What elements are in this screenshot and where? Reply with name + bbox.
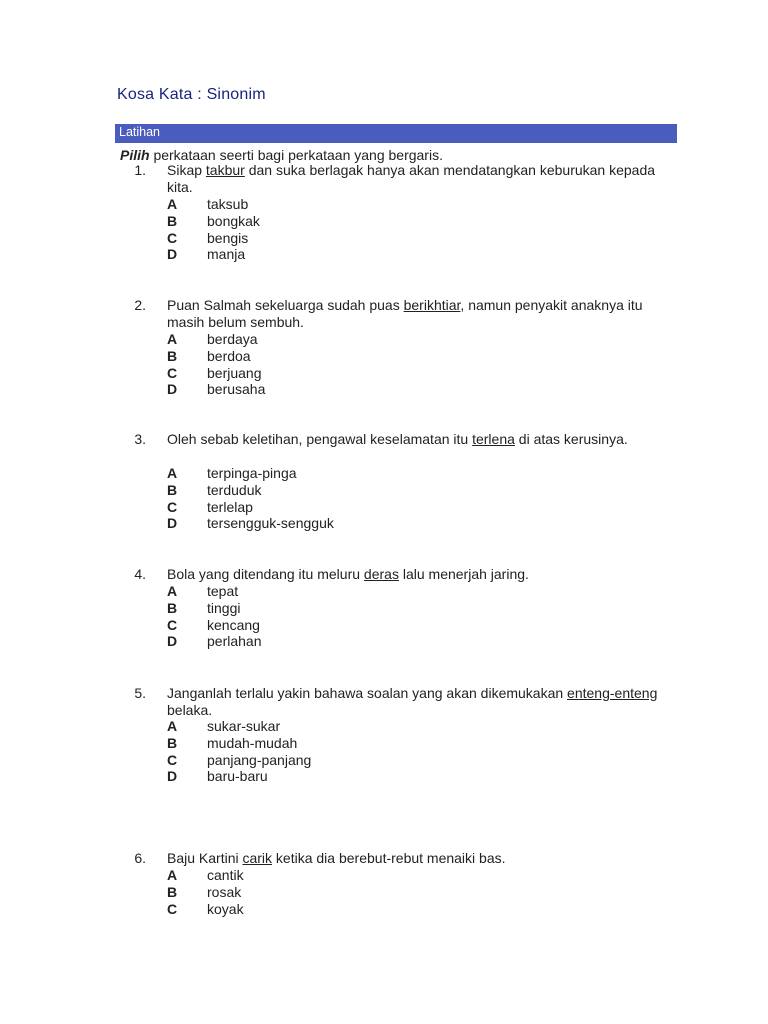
option-text: terpinga-pinga [207, 465, 297, 481]
option-letter: D [167, 246, 178, 263]
option-a[interactable] [167, 867, 467, 884]
question-number: 2. [134, 297, 146, 313]
option-letter: B [167, 212, 178, 229]
instruction [120, 147, 443, 163]
option-letter: A [167, 196, 178, 212]
option-letter: B [167, 481, 178, 498]
option-letter: A [167, 583, 178, 599]
question-stem: Bola yang ditendang itu meluru deras lalu menerjah jaring. [167, 566, 529, 582]
option-text: perlahan [207, 633, 262, 650]
option-d[interactable] [167, 768, 467, 785]
section-label: Latihan [119, 125, 161, 139]
option-b[interactable] [167, 600, 467, 617]
option-letter: C [167, 900, 178, 917]
option-letter: A [167, 718, 178, 734]
section-header-bar [115, 124, 677, 143]
underlined-word: carik [242, 850, 273, 866]
answer-options [167, 465, 467, 532]
underlined-word: takbur [205, 162, 245, 178]
option-c[interactable] [167, 499, 467, 516]
option-c[interactable] [167, 752, 467, 769]
question-number: 5. [134, 685, 146, 701]
option-letter: B [167, 347, 178, 364]
option-text: bengis [207, 229, 249, 246]
option-text: baru-baru [207, 768, 268, 785]
option-a[interactable] [167, 465, 467, 482]
question-stem: Sikap takbur dan suka berlagak hanya akan mendatangkan keburukan kepada kita. [167, 162, 656, 195]
question-number: 3. [134, 431, 146, 447]
answer-options [167, 583, 467, 650]
option-letter: C [167, 364, 178, 381]
option-text: tinggi [207, 599, 241, 616]
option-letter: D [167, 515, 178, 532]
option-d[interactable] [167, 633, 467, 650]
option-letter: B [167, 734, 178, 751]
option-d[interactable] [167, 515, 467, 532]
option-a[interactable] [167, 196, 467, 213]
option-text: terduduk [207, 481, 262, 498]
question-stem: Oleh sebab keletihan, pengawal keselamatan itu terlena di atas kerusinya. [167, 431, 628, 447]
option-text: cantik [207, 867, 244, 883]
option-text: berusaha [207, 381, 266, 398]
option-letter: B [167, 599, 178, 616]
underlined-word: enteng-enteng [567, 685, 658, 701]
instruction-verb: Pilih [120, 147, 150, 163]
underlined-word: terlena [472, 431, 515, 447]
option-letter: C [167, 229, 178, 246]
option-letter: A [167, 465, 178, 481]
option-letter: C [167, 616, 178, 633]
option-letter: D [167, 633, 178, 650]
option-c[interactable] [167, 230, 467, 247]
option-a[interactable] [167, 331, 467, 348]
question-number: 6. [134, 850, 146, 866]
option-text: koyak [207, 900, 244, 917]
option-text: bongkak [207, 212, 260, 229]
answer-options [167, 867, 467, 917]
option-letter: A [167, 331, 178, 347]
option-d[interactable] [167, 381, 467, 398]
option-b[interactable] [167, 735, 467, 752]
question-stem: Puan Salmah sekeluarga sudah puas berikhtiar, namun penyakit anaknya itu masih belum sembuh. [167, 297, 643, 330]
option-text: manja [207, 246, 246, 263]
option-text: tersengguk-sengguk [207, 515, 334, 532]
underlined-word: deras [363, 566, 399, 582]
option-b[interactable] [167, 213, 467, 230]
option-text: berjuang [207, 364, 262, 381]
option-letter: A [167, 867, 178, 883]
option-a[interactable] [167, 583, 467, 600]
option-text: taksub [207, 196, 249, 212]
option-text: tepat [207, 583, 239, 599]
option-text: terlelap [207, 498, 253, 515]
option-letter: D [167, 381, 178, 398]
option-c[interactable] [167, 901, 467, 918]
option-text: berdaya [207, 331, 258, 347]
answer-options [167, 718, 467, 785]
answer-options [167, 196, 467, 263]
question-number: 4. [134, 566, 146, 582]
option-letter: B [167, 883, 178, 900]
option-text: berdoa [207, 347, 251, 364]
option-b[interactable] [167, 884, 467, 901]
option-text: rosak [207, 883, 242, 900]
page-title: Kosa Kata : Sinonim [117, 86, 266, 103]
option-text: mudah-mudah [207, 734, 298, 751]
option-letter: C [167, 751, 178, 768]
option-a[interactable] [167, 718, 467, 735]
answer-options [167, 331, 467, 398]
underlined-word: berikhtiar [403, 297, 461, 313]
question-number: 1. [134, 162, 146, 178]
question-stem: Janganlah terlalu yakin bahawa soalan yang akan dikemukakan enteng-enteng belaka. [167, 685, 658, 718]
option-letter: C [167, 498, 178, 515]
question-stem: Baju Kartini carik ketika dia berebut-rebut menaiki bas. [167, 850, 506, 866]
option-letter: D [167, 768, 178, 785]
option-c[interactable] [167, 617, 467, 634]
option-d[interactable] [167, 246, 467, 263]
option-c[interactable] [167, 365, 467, 382]
option-b[interactable] [167, 482, 467, 499]
option-text: sukar-sukar [207, 718, 281, 734]
option-text: kencang [207, 616, 260, 633]
option-b[interactable] [167, 348, 467, 365]
option-text: panjang-panjang [207, 751, 312, 768]
instruction-text: perkataan seerti bagi perkataan yang bergaris. [149, 147, 443, 163]
